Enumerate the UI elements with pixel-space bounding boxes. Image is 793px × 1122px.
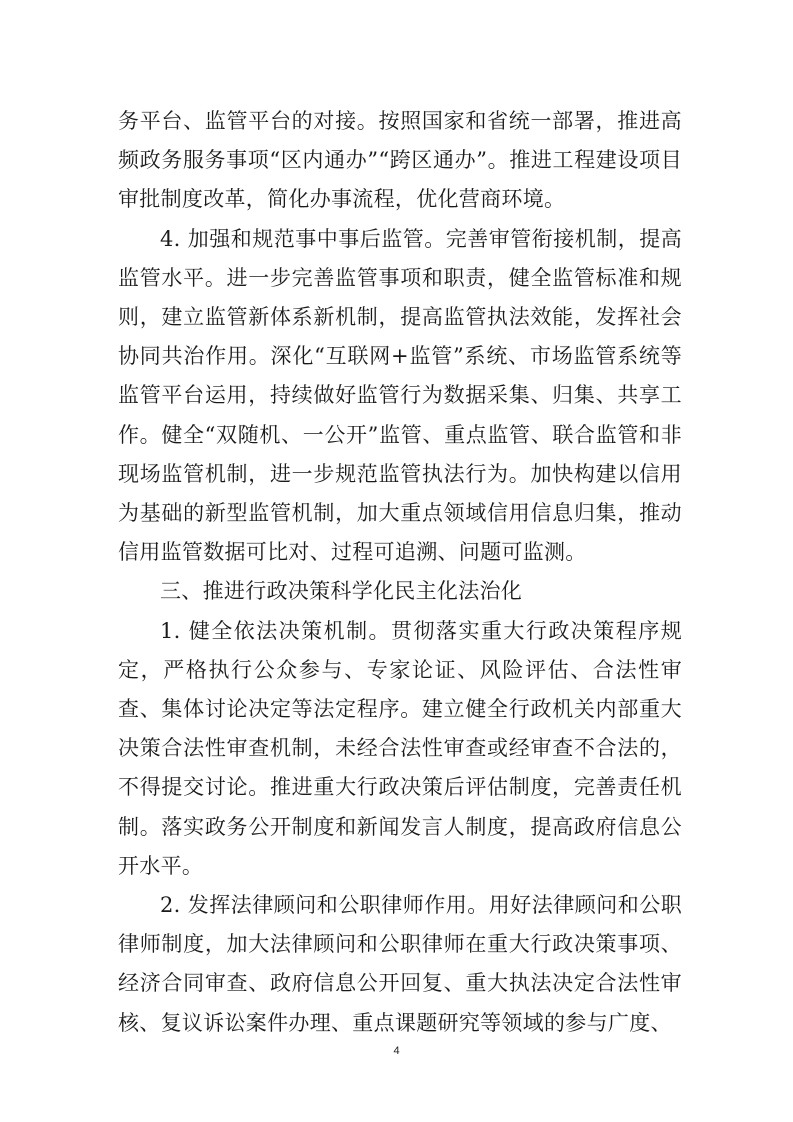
page-number: 4: [393, 1045, 400, 1057]
paragraph-item-1-decision-mechanism: 1. 健全依法决策机制。贯彻落实重大行政决策程序规定，严格执行公众参与、专家论证、风险评估、合法性审查、集体讨论决定等法定程序。建立健全行政机关内部重大决策合法性审查机制，未经合法性审查或经审查不合法的，不得提交讨论。推进重大行政决策后评估制度，完善责任机制。落实政务公开制度和新闻发言人制度，提高政府信息公开水平。: [118, 618, 682, 878]
paragraph-continuation: 务平台、监管平台的对接。按照国家和省统一部署，推进高频政务服务事项“区内通办”“跨区通办”。推进工程建设项目审批制度改革，简化办事流程，优化营商环境。: [118, 109, 682, 212]
document-body: [118, 102, 682, 1043]
paragraph-item-2-legal-advisors: 2. 发挥法律顾问和公职律师作用。用好法律顾问和公职律师制度，加大法律顾问和公职律师在重大行政决策事项、经济合同审查、政府信息公开回复、重大执法决定合法性审核、复议诉讼案件办理、重点课题研究等领域的参与广度、: [118, 893, 682, 1035]
paragraph-item-4-supervision: 4. 加强和规范事中事后监管。完善审管衔接机制，提高监管水平。进一步完善监管事项和职责，健全监管标准和规则，建立监管新体系新机制，提高监管执法效能，发挥社会协同共治作用。深化“互联网+监管”系统、市场监管系统等监管平台运用，持续做好监管行为数据采集、归集、共享工作。健全“双随机、一公开”监管、重点监管、联合监管和非现场监管机制，进一步规范监管执法行为。加快构建以信用为基础的新型监管机制，加大重点领域信用信息归集，推动信用监管数据可比对、过程可追溯、问题可监测。: [118, 226, 682, 565]
section-heading-3: 三、推进行政决策科学化民主化法治化: [160, 579, 523, 604]
